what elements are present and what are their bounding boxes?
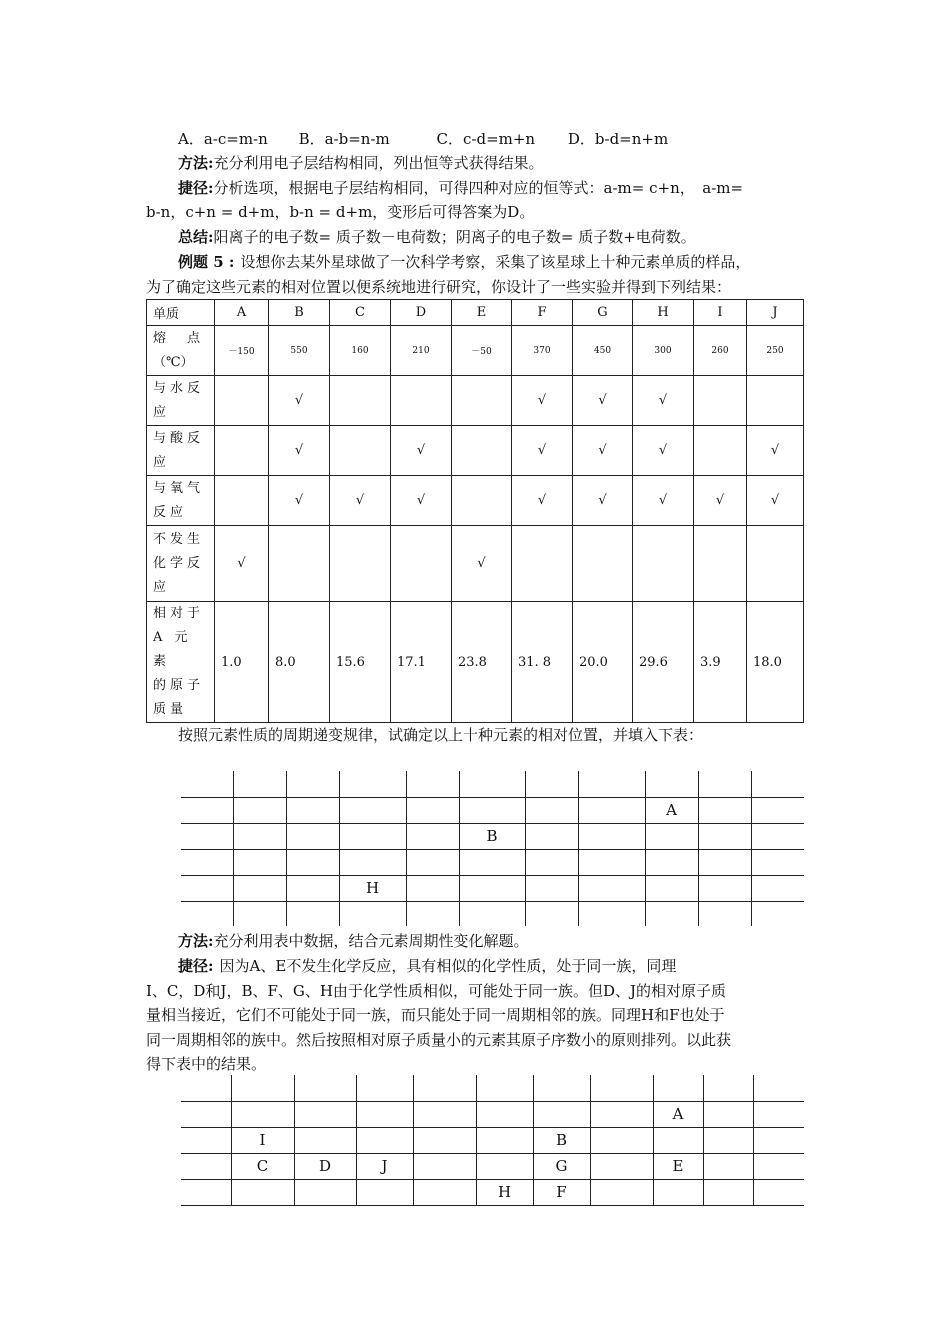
grid-column-line — [698, 771, 699, 926]
atomic-mass-cell: 31. 8 — [512, 602, 573, 723]
check-mark-cell: √ — [633, 426, 694, 476]
example5-paragraph — [178, 250, 750, 274]
check-mark-cell — [694, 526, 747, 602]
grid-column-line — [406, 771, 407, 926]
shortcut-paragraph-2 — [178, 954, 676, 978]
row-label-line: 与酸反 — [153, 430, 205, 446]
atomic-mass-cell: 29.6 — [633, 602, 694, 723]
table-row-reaction — [147, 526, 804, 602]
check-mark-cell — [215, 426, 269, 476]
melting-point-cell: 450 — [573, 326, 633, 376]
element-symbol-cell: H — [633, 300, 694, 326]
table-row-reaction — [147, 476, 804, 526]
shortcut2-text-line1: 因为A、E不发生化学反应，具有相似的化学性质，处于同一族，同理 — [219, 957, 677, 975]
row-label-line: 质量 — [153, 702, 188, 717]
option-d: D．b-d=n+m — [567, 130, 669, 148]
row-label-cell — [147, 426, 215, 476]
check-mark-cell — [633, 526, 694, 602]
grid-column-line — [645, 771, 646, 926]
row-label-line: 反应 — [153, 504, 188, 520]
shortcut-text-line2: b-n，c+n = d+m，b-n = d+m，变形后可得答案为D。 — [146, 203, 535, 221]
melting-point-cell: 260 — [694, 326, 747, 376]
grid-element-cell: D — [318, 1157, 332, 1175]
grid-column-line — [703, 1075, 704, 1205]
check-mark-cell — [215, 376, 269, 426]
check-mark-cell: √ — [512, 376, 573, 426]
check-mark-cell: √ — [215, 526, 269, 602]
grid-element-cell: A — [666, 801, 677, 819]
check-mark-cell: √ — [747, 426, 804, 476]
atomic-mass-cell: 18.0 — [747, 602, 804, 723]
melting-point-cell: 160 — [330, 326, 391, 376]
atomic-mass-cell: 20.0 — [573, 602, 633, 723]
grid-row-line — [181, 1205, 804, 1206]
example5-label: 例题 5 : — [178, 253, 235, 271]
check-mark-cell — [452, 426, 512, 476]
shortcut2-text-line2: I、C，D和J，B、F、G、H由于化学性质相似，可能处于同一族。但D、J的相对原子质 — [146, 982, 726, 1000]
method-paragraph-2 — [178, 929, 529, 953]
row-label-line: 熔 点 — [153, 330, 205, 346]
melting-point-cell: 250 — [747, 326, 804, 376]
shortcut2-text-line4: 同一周期相邻的族中。然后按照相对原子质量小的元素其原子序数小的原则排列。以此获 — [146, 1031, 732, 1049]
check-mark-cell: √ — [633, 376, 694, 426]
grid-row-line — [181, 901, 804, 902]
grid-row-line — [181, 849, 804, 850]
check-mark-cell: √ — [452, 526, 512, 602]
row-label-line: 与水反 — [153, 380, 205, 396]
shortcut-label: 捷径: — [178, 179, 214, 197]
grid-element-cell: H — [497, 1183, 512, 1201]
check-mark-cell — [330, 426, 391, 476]
grid-element-cell: A — [672, 1105, 684, 1123]
check-mark-cell: √ — [512, 426, 573, 476]
check-mark-cell — [391, 376, 452, 426]
element-symbol-cell: J — [747, 300, 804, 326]
table-row-atomic-mass — [147, 602, 804, 723]
table-row-reaction — [147, 426, 804, 476]
option-c: C．c-d=m+n — [436, 130, 536, 148]
grid-element-cell: G — [555, 1157, 568, 1175]
element-symbol-cell: E — [452, 300, 512, 326]
check-mark-cell — [747, 376, 804, 426]
check-mark-cell — [215, 476, 269, 526]
shortcut2-text-line3: 量相当接近，它们不可能处于同一族，而只能处于同一周期相邻的族。同理H和F也处于 — [146, 1006, 725, 1024]
element-properties-table — [146, 299, 804, 723]
element-symbol-cell: D — [391, 300, 452, 326]
grid-element-cell: C — [256, 1157, 269, 1175]
element-symbol-cell: F — [512, 300, 573, 326]
method-text: 充分利用电子层结构相同，列出恒等式获得结果。 — [213, 154, 544, 172]
melting-point-cell: 550 — [269, 326, 330, 376]
row-label-line: A 元素 — [153, 630, 192, 669]
atomic-mass-cell: 8.0 — [269, 602, 330, 723]
check-mark-cell: √ — [391, 426, 452, 476]
atomic-mass-cell: 15.6 — [330, 602, 391, 723]
atomic-mass-cell: 1.0 — [215, 602, 269, 723]
grid-column-line — [653, 1075, 654, 1205]
option-a: A．a-c=m-n — [178, 130, 268, 148]
row-label-line: 化学反 — [153, 555, 205, 571]
summary-text: 阳离子的电子数= 质子数－电荷数；阴离子的电子数= 质子数+电荷数。 — [213, 228, 696, 246]
row-label-line: 应 — [153, 404, 171, 420]
check-mark-cell — [512, 526, 573, 602]
grid-element-cell: H — [365, 879, 380, 897]
grid-column-line — [339, 771, 340, 926]
row-label-line: 不发生 — [153, 531, 205, 547]
method-label: 方法: — [178, 154, 214, 172]
summary-label: 总结: — [178, 228, 214, 246]
check-mark-cell: √ — [573, 376, 633, 426]
melting-point-cell: －50 — [452, 326, 512, 376]
element-symbol-cell: I — [694, 300, 747, 326]
row-label-cell — [147, 526, 215, 602]
grid-column-line — [525, 771, 526, 926]
row-label-cell — [147, 376, 215, 426]
check-mark-cell: √ — [330, 476, 391, 526]
grid-row-line — [181, 1101, 804, 1102]
check-mark-cell: √ — [694, 476, 747, 526]
check-mark-cell: √ — [573, 476, 633, 526]
row-label-cell — [147, 476, 215, 526]
grid-column-line — [413, 1075, 414, 1205]
element-symbol-cell: C — [330, 300, 391, 326]
check-mark-cell — [330, 526, 391, 602]
grid-element-cell: B — [555, 1131, 568, 1149]
check-mark-cell — [573, 526, 633, 602]
row-label-line: 应 — [153, 579, 171, 595]
check-mark-cell: √ — [573, 426, 633, 476]
row-label-line: 的原子 — [153, 678, 205, 693]
grid-column-line — [294, 1075, 295, 1205]
check-mark-cell: √ — [747, 476, 804, 526]
check-mark-cell: √ — [633, 476, 694, 526]
melting-point-cell: 300 — [633, 326, 694, 376]
row-label-cell — [147, 602, 215, 723]
table-row-reaction — [147, 376, 804, 426]
shortcut2-text-line5: 得下表中的结果。 — [146, 1055, 267, 1073]
grid-row-line — [181, 875, 804, 876]
atomic-mass-cell: 3.9 — [694, 602, 747, 723]
element-symbol-cell: B — [269, 300, 330, 326]
atomic-mass-cell: 23.8 — [452, 602, 512, 723]
check-mark-cell — [391, 526, 452, 602]
grid-element-cell: J — [381, 1157, 388, 1175]
example5-text-line2: 为了确定这些元素的相对位置以便系统地进行研究，你设计了一些实验并得到下列结果： — [146, 278, 732, 296]
grid-column-line — [356, 1075, 357, 1205]
row-label-line: 相对于 — [153, 606, 205, 621]
check-mark-cell — [452, 476, 512, 526]
check-mark-cell — [269, 526, 330, 602]
grid-column-line — [590, 1075, 591, 1205]
method-label: 方法: — [178, 932, 214, 950]
grid-element-cell: F — [556, 1183, 567, 1201]
melting-point-cell: 210 — [391, 326, 452, 376]
atomic-mass-cell: 17.1 — [391, 602, 452, 723]
row-label-line: （℃） — [153, 354, 194, 370]
element-symbol-cell: A — [215, 300, 269, 326]
melting-point-cell: 370 — [512, 326, 573, 376]
option-b: B．a-b=n-m — [298, 130, 390, 148]
shortcut-text-line1: 分析选项，根据电子层结构相同，可得四种对应的恒等式：a-m= c+n， a-m= — [213, 179, 744, 197]
grid-column-line — [578, 771, 579, 926]
row-label-line: 应 — [153, 454, 171, 470]
check-mark-cell: √ — [269, 376, 330, 426]
element-symbol-cell: G — [573, 300, 633, 326]
check-mark-cell — [330, 376, 391, 426]
check-mark-cell — [747, 526, 804, 602]
table-header-row — [147, 300, 804, 326]
grid-column-line — [753, 1075, 754, 1205]
method-text: 充分利用表中数据，结合元素周期性变化解题。 — [213, 932, 529, 950]
example5-text-line1: 设想你去某外星球做了一次科学考察，采集了该星球上十种元素单质的样品， — [240, 253, 751, 271]
check-mark-cell — [694, 426, 747, 476]
melting-point-cell: －150 — [215, 326, 269, 376]
grid-element-cell: E — [672, 1157, 684, 1175]
options-line — [178, 127, 668, 151]
check-mark-cell — [452, 376, 512, 426]
check-mark-cell — [694, 376, 747, 426]
grid-row-line — [181, 797, 804, 798]
instruction-text: 按照元素性质的周期递变规律，试确定以上十种元素的相对位置，并填入下表： — [178, 726, 704, 744]
grid-column-line — [233, 771, 234, 926]
check-mark-cell: √ — [269, 476, 330, 526]
grid-element-cell: I — [259, 1131, 266, 1149]
check-mark-cell: √ — [512, 476, 573, 526]
header-label-cell: 单质 — [147, 300, 215, 326]
grid-column-line — [286, 771, 287, 926]
row-label-cell — [147, 326, 215, 376]
grid-element-cell: B — [486, 827, 498, 845]
row-label-line: 与氧气 — [153, 480, 205, 496]
check-mark-cell: √ — [391, 476, 452, 526]
check-mark-cell: √ — [269, 426, 330, 476]
grid-column-line — [751, 771, 752, 926]
shortcut-label: 捷径: — [178, 957, 214, 975]
table-row-melting-point — [147, 326, 804, 376]
method-paragraph-1 — [178, 151, 544, 175]
shortcut-paragraph-1 — [178, 176, 743, 200]
summary-paragraph — [178, 225, 696, 249]
